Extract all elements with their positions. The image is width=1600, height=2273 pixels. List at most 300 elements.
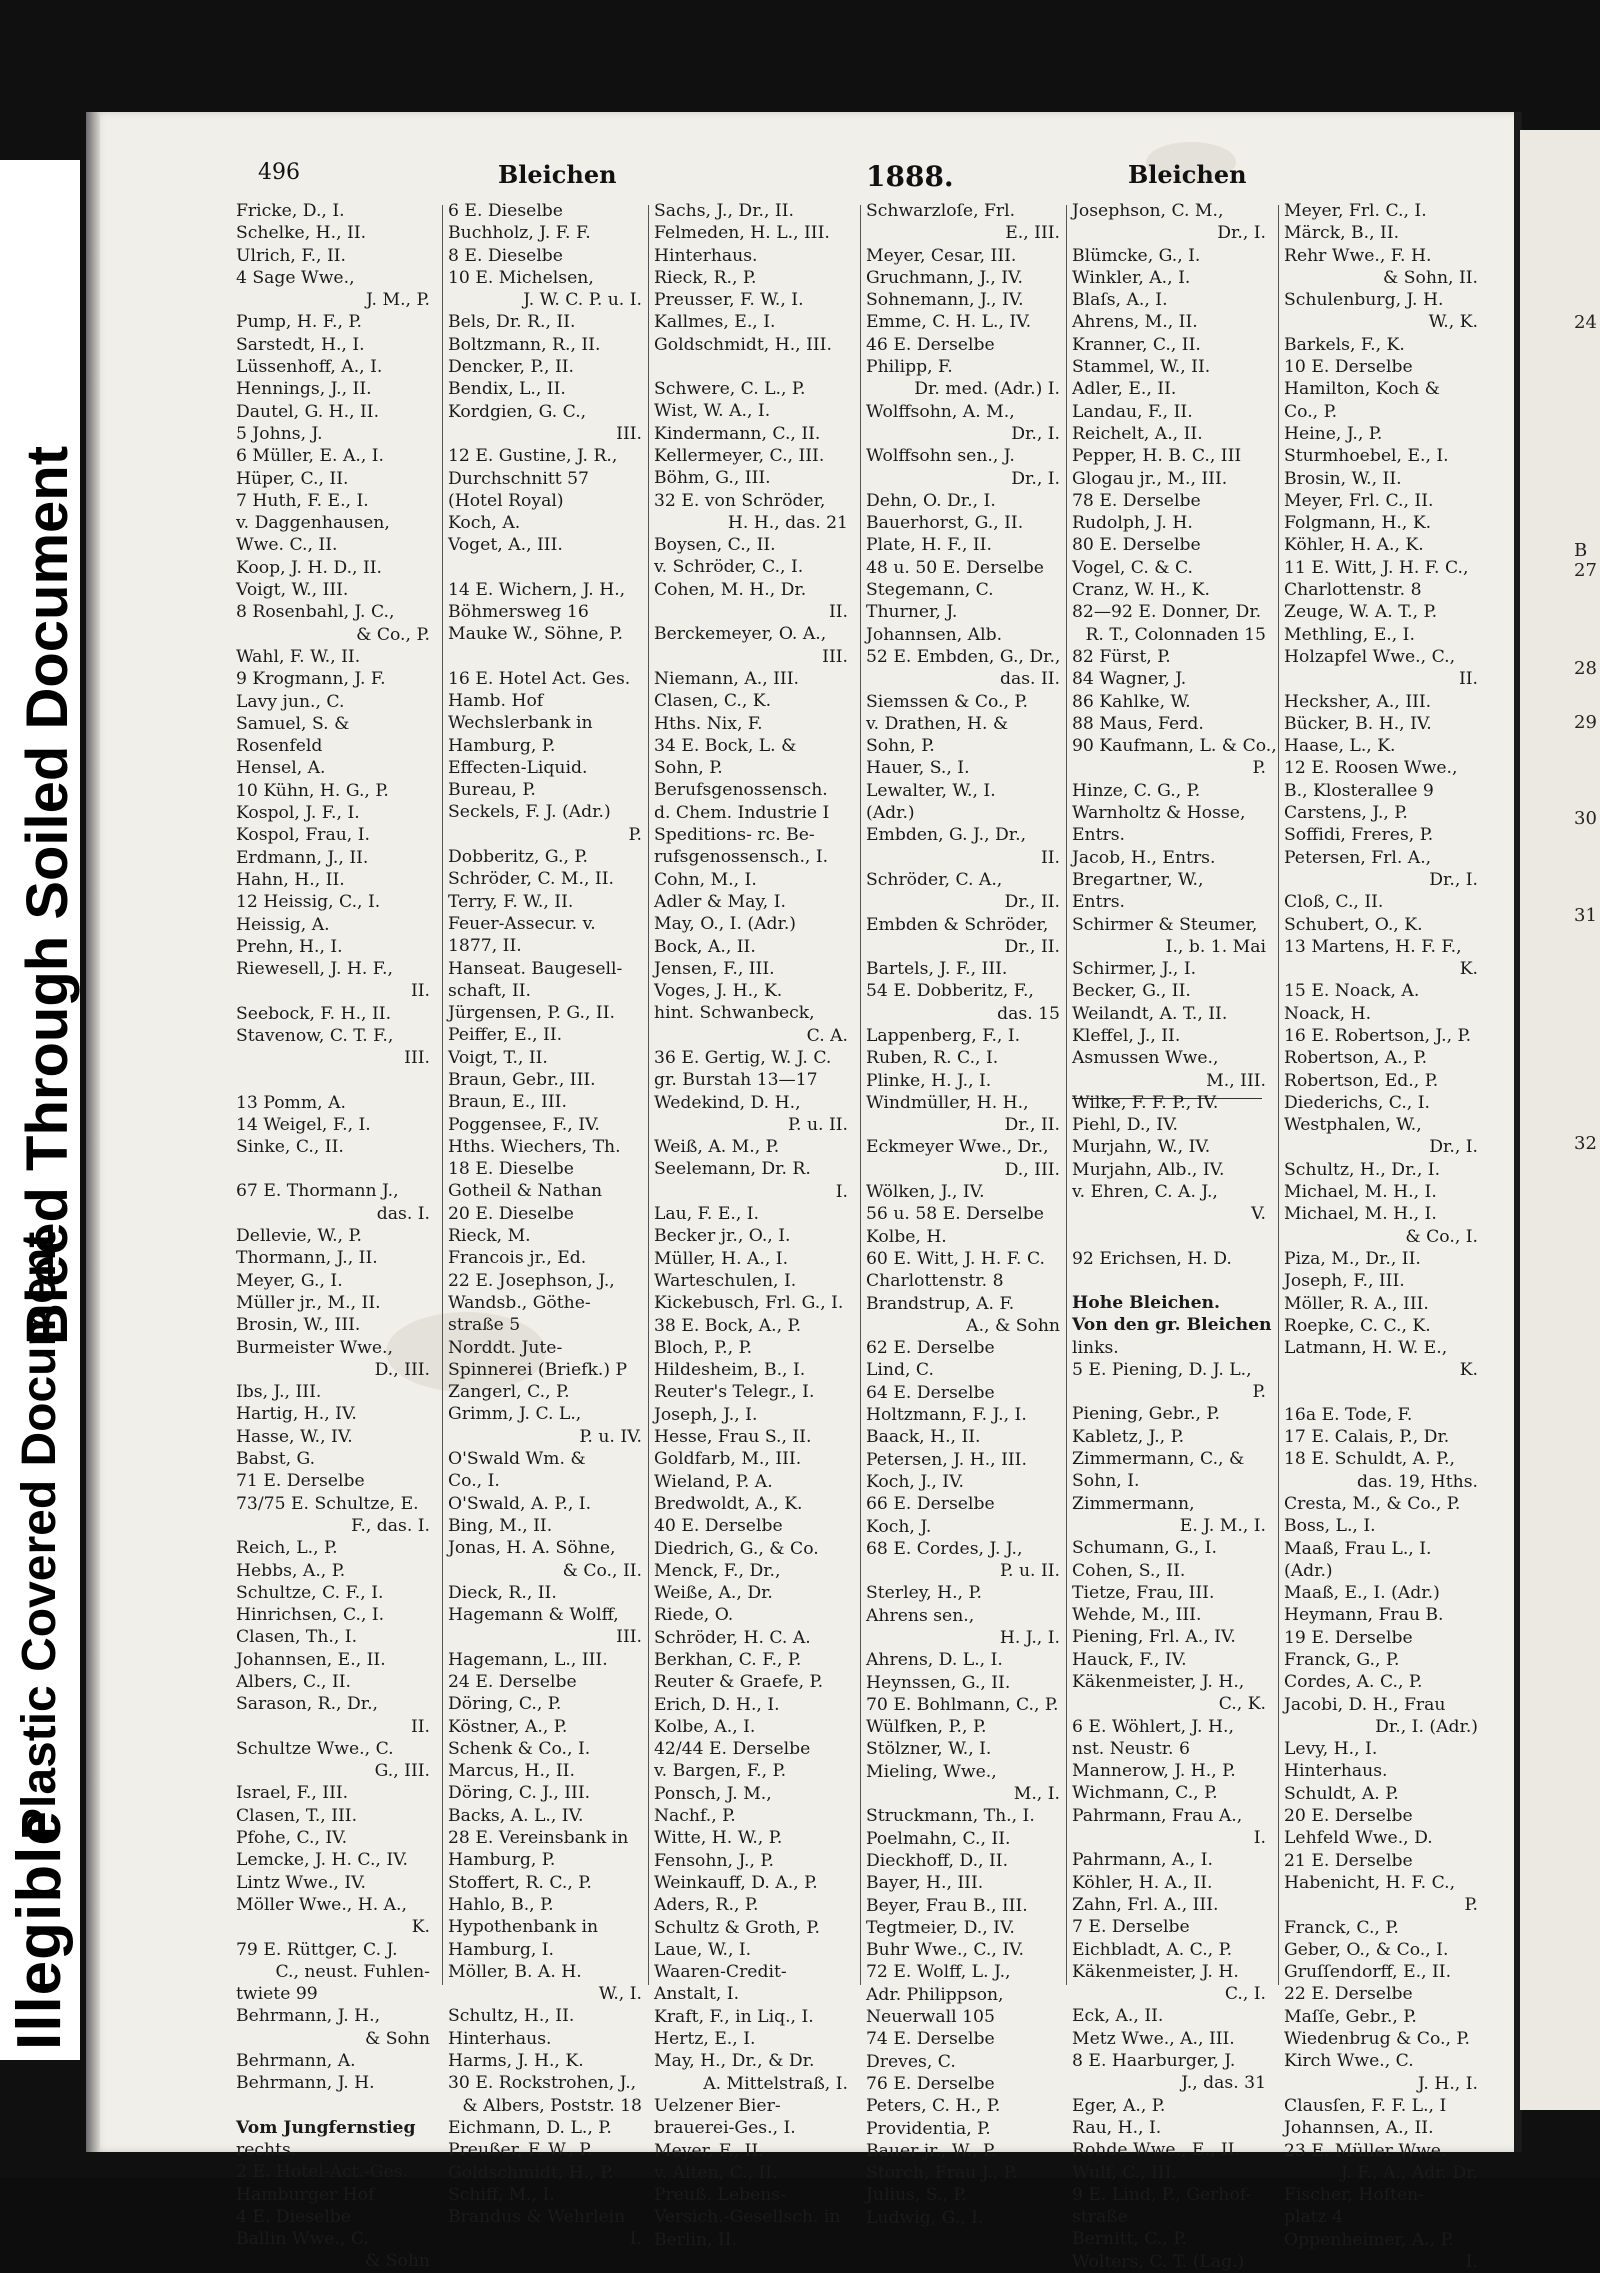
directory-entry-line: Siemssen & Co., P. xyxy=(866,691,1028,712)
directory-entry-line: Schultze, C. F., I. xyxy=(236,1582,384,1603)
directory-entry-line: 42/44 E. Derselbe xyxy=(654,1739,811,1760)
directory-entry-line: Sohn, P. xyxy=(654,758,723,779)
directory-entry-line: Eck, A., II. xyxy=(1072,2006,1164,2027)
directory-entry-line: II. xyxy=(1458,669,1478,690)
directory-entry-line: Heine, J., P. xyxy=(1284,423,1383,444)
directory-entry-line: Dieckhoff, D., II. xyxy=(866,1850,1009,1871)
directory-entry-line: Clasen, C., K. xyxy=(654,691,772,712)
directory-entry-line: Pfohe, C., IV. xyxy=(236,1828,348,1849)
directory-entry-line: Lau, F. E., I. xyxy=(654,1204,760,1225)
directory-entry-line xyxy=(1284,1382,1484,1404)
directory-entry-line: II. xyxy=(410,981,430,1002)
directory-entry-line xyxy=(236,1158,436,1180)
directory-entry-line: Hamilton, Koch & xyxy=(1284,379,1440,400)
directory-entry-line: 38 E. Bock, A., P. xyxy=(654,1315,802,1336)
directory-entry-line: Schultz, H., II. xyxy=(448,2006,575,2027)
directory-entry-line: Becker, G., II. xyxy=(1072,981,1191,1002)
directory-entry-line: Zangerl, C., P. xyxy=(448,1382,570,1403)
directory-entry-line: Rehr Wwe., F. H. xyxy=(1284,245,1432,266)
directory-entry-line: Schumann, G., I. xyxy=(1072,1538,1217,1559)
directory-entry-line: J. H., I. xyxy=(1417,2073,1478,2094)
directory-entry-line: D., III. xyxy=(1004,1159,1060,1180)
directory-entry-line: Bendix, L., II. xyxy=(448,379,566,400)
directory-entry-line: 82—92 E. Donner, Dr. xyxy=(1072,602,1262,623)
directory-entry-line: Harms, J. H., K. xyxy=(448,2051,584,2072)
directory-entry-line: 6 E. Wöhlert, J. H., xyxy=(1072,1716,1234,1737)
directory-entry-line: & Co., II. xyxy=(562,1560,642,1581)
directory-entry-line: 74 E. Derselbe xyxy=(866,2029,995,2050)
directory-entry-line: Schwarzloſe, Frl. xyxy=(866,201,1016,221)
directory-entry-line: Bloch, P., P. xyxy=(654,1337,753,1358)
directory-entry-line: Köhler, H. A., K. xyxy=(1284,535,1424,556)
directory-entry-line: Wwe. C., II. xyxy=(236,535,338,556)
directory-entry-line: Glogau jr., M., III. xyxy=(1072,468,1228,489)
directory-entry-line: Voigt, T., II. xyxy=(448,1047,548,1068)
directory-entry-line: Neuerwall 105 xyxy=(866,2007,995,2028)
directory-entry-line: III. xyxy=(616,423,642,444)
directory-entry-line: Thurner, J. xyxy=(866,602,958,623)
directory-entry-line: d. Chem. Industrie I xyxy=(654,802,830,823)
directory-entry-line: Ruben, R. C., I. xyxy=(866,1048,999,1069)
directory-entry-line: Boss, L., I. xyxy=(1284,1516,1376,1537)
directory-entry-line: Zeuge, W. A. T., P. xyxy=(1284,602,1438,623)
directory-entry-line: C., neust. Fuhlen- xyxy=(275,1961,430,1982)
directory-entry-line: & Sohn, II. xyxy=(1383,267,1478,288)
directory-entry-line: 32 E. von Schröder, xyxy=(654,490,826,511)
directory-entry-line: Dr. med. (Adr.) I. xyxy=(914,379,1060,400)
directory-entry-line: v. Drathen, H. & xyxy=(866,713,1009,734)
directory-entry-line: Roepke, C. C., K. xyxy=(1284,1315,1431,1336)
directory-entry-line: Spinnerei (Briefk.) P xyxy=(448,1359,628,1380)
directory-entry-line: Möller Wwe., H. A., xyxy=(236,1894,407,1915)
directory-entry-line: Hinrichsen, C., I. xyxy=(236,1605,385,1626)
directory-entry-line: Hinze, C. G., P. xyxy=(1072,780,1201,801)
directory-entry-line: Pump, H. F., P. xyxy=(236,312,362,333)
directory-entry-line: Braun, Gebr., III. xyxy=(448,1069,596,1090)
directory-entry-line: Gotheil & Nathan xyxy=(448,1181,603,1202)
directory-entry-line: v. Alten, C., II. xyxy=(654,2162,778,2183)
directory-entry-line: & Co., P. xyxy=(356,624,430,645)
directory-entry-line: 40 E. Derselbe xyxy=(654,1516,783,1537)
directory-entry-line: Wolffsohn sen., J. xyxy=(866,446,1015,467)
directory-entry-line: Hamburg, P. xyxy=(448,735,556,756)
directory-entry-line: Preusser, F. W., I. xyxy=(654,290,804,311)
directory-entry-line: Niemann, A., III. xyxy=(654,668,799,689)
directory-entry-line: Hecksher, A., III. xyxy=(1284,691,1432,712)
directory-entry-line: 48 u. 50 E. Derselbe xyxy=(866,557,1044,578)
directory-entry-line: Barkels, F., K. xyxy=(1284,334,1405,355)
directory-entry-line: 64 E. Derselbe xyxy=(866,1382,995,1403)
directory-entry-line: Adr. Philippson, xyxy=(866,1984,1004,2005)
directory-entry-line: Lewalter, W., I. xyxy=(866,780,996,801)
directory-entry-line: Weilandt, A. T., II. xyxy=(1072,1003,1228,1024)
directory-entry-line: Cohn, M., I. xyxy=(654,869,757,890)
directory-entry-line: Köhler, H. A., II. xyxy=(1072,1872,1213,1893)
directory-entry-line: Providentia, P. xyxy=(866,2118,991,2139)
directory-entry-line: 8 Rosenbahl, J. C., xyxy=(236,602,395,623)
directory-entry-line: W., I. xyxy=(598,1984,642,2005)
directory-entry-line: schaft, II. xyxy=(448,980,532,1001)
directory-entry-line: 17 E. Calais, P., Dr. xyxy=(1284,1427,1450,1448)
directory-entry-line: Hths. Wiechers, Th. xyxy=(448,1136,621,1157)
directory-entry-line: platz 4 xyxy=(1284,2207,1344,2228)
directory-entry-line: Mieling, Wwe., xyxy=(866,1761,997,1782)
directory-entry-line: Wolters, C. T. (Lag.) xyxy=(1072,2251,1245,2272)
directory-entry-line: Franck, C., P. xyxy=(1284,1917,1399,1938)
directory-entry-line: Gruchmann, J., IV. xyxy=(866,267,1023,288)
directory-entry-line: Johannsen, E., II. xyxy=(236,1649,386,1670)
directory-entry-line: 67 E. Thormann J., xyxy=(236,1181,399,1202)
directory-entry-line: 92 Erichsen, H. D. xyxy=(1072,1248,1232,1269)
stamp-bleed-through: Bleed Through Soiled Document xyxy=(15,445,80,1345)
directory-entry-line: B., Klosterallee 9 xyxy=(1284,780,1434,801)
directory-entry-line: O'Swald Wm. & xyxy=(448,1449,586,1470)
directory-entry-line: Hinterhaus. xyxy=(1284,1761,1388,1782)
directory-entry-line: Kleffel, J., II. xyxy=(1072,1025,1181,1046)
directory-entry-line: Durchschnitt 57 xyxy=(448,468,589,489)
directory-entry-line: Eichbladt, A. C., P. xyxy=(1072,1939,1233,1960)
directory-entry-line: Dellevie, W., P. xyxy=(236,1226,363,1247)
directory-entry-line: Lüssenhoff, A., I. xyxy=(236,357,383,378)
directory-entry-line: Wedekind, D. H., xyxy=(654,1092,801,1113)
directory-entry-line: 7 E. Derselbe xyxy=(1072,1917,1190,1938)
directory-entry-line: Metz Wwe., A., III. xyxy=(1072,2028,1235,2049)
directory-entry-line: Cloß, C., II. xyxy=(1284,892,1384,913)
directory-entry-line: A. Mittelstraß, I. xyxy=(703,2073,848,2094)
directory-entry-line: Jürgensen, P. G., II. xyxy=(448,1003,615,1024)
directory-entry-line: Sterley, H., P. xyxy=(866,1583,983,1604)
directory-entry-line: 21 E. Derselbe xyxy=(1284,1850,1413,1871)
directory-entry-line: Ibs, J., III. xyxy=(236,1382,322,1403)
directory-entry-line: Böhmersweg 16 xyxy=(448,602,589,623)
directory-entry-line: Schultz & Groth, P. xyxy=(654,1917,820,1938)
directory-entry-line: Cohen, M. H., Dr. xyxy=(654,579,807,600)
directory-entry-line: Hüper, C., II. xyxy=(236,468,349,489)
directory-entry-line: Aders, R., P. xyxy=(654,1895,759,1916)
directory-entry-line: Seebock, F. H., II. xyxy=(236,1003,392,1024)
directory-entry-line: straße xyxy=(1072,2207,1128,2228)
directory-entry-line: Dautel, G. H., II. xyxy=(236,401,380,422)
directory-entry-line: May, H., Dr., & Dr. xyxy=(654,2051,815,2072)
directory-entry-line: Piening, Gebr., P. xyxy=(1072,1404,1220,1425)
directory-entry-line: Entrs. xyxy=(1072,892,1126,913)
directory-entry-line: Michael, M. H., I. xyxy=(1284,1204,1437,1225)
directory-entry-line: 24 E. Derselbe xyxy=(448,1672,577,1692)
directory-entry-line: Hohe Bleichen. xyxy=(1072,1292,1221,1313)
directory-entry-line: Speditions- rc. Be- xyxy=(654,825,815,846)
directory-entry-line: J. F., A., Adr. Dr. xyxy=(1340,2162,1478,2183)
directory-entry-line: II. xyxy=(410,1716,430,1737)
directory-entry-line: 10 E. Michelsen, xyxy=(448,267,594,288)
directory-entry-line: 78 E. Derselbe xyxy=(1072,490,1201,511)
directory-entry-line: Jacobi, D. H., Frau xyxy=(1284,1694,1446,1715)
directory-entry-line: M., III. xyxy=(1206,1070,1266,1091)
directory-entry-line: K. xyxy=(1459,1360,1478,1381)
directory-entry-line: links. xyxy=(1072,1337,1119,1358)
directory-entry-line xyxy=(1072,1270,1272,1292)
directory-entry-line: Diedrich, G., & Co. xyxy=(654,1538,819,1559)
directory-entry-line: Wandsb., Göthe- xyxy=(448,1292,591,1313)
directory-entry-line: Meyer, Cesar, III. xyxy=(866,245,1017,266)
directory-entry-line: 68 E. Cordes, J. J., xyxy=(866,1538,1023,1559)
directory-entry-line: 28 E. Vereinsbank in xyxy=(448,1828,629,1849)
directory-entry-line: Erdmann, J., II. xyxy=(236,847,369,868)
directory-column-4 xyxy=(866,200,1066,2228)
directory-entry-line: Müller jr., M., II. xyxy=(236,1292,381,1313)
directory-entry-line xyxy=(448,646,648,668)
directory-entry-line: 22 E. Derselbe xyxy=(1284,1984,1413,2005)
directory-entry-line: 14 E. Wichern, J. H., xyxy=(448,579,626,600)
directory-entry-line xyxy=(236,2095,436,2117)
directory-entry-line: Behrmann, J. H., xyxy=(236,2006,381,2027)
directory-entry-line: Blaſs, A., I. xyxy=(1072,290,1168,311)
directory-entry-line: & Co., I. xyxy=(1405,1226,1478,1247)
directory-entry-line: 22 E. Josephson, J., xyxy=(448,1270,615,1291)
directory-entry-line: Burmeister Wwe., xyxy=(236,1337,393,1358)
directory-column-5 xyxy=(1072,200,1277,2272)
directory-entry-line: Hamb. Hof xyxy=(448,690,544,711)
directory-entry-line: Eichmann, D. L., P. xyxy=(448,2117,612,2138)
directory-entry-line: Geber, O., & Co., I. xyxy=(1284,1939,1449,1960)
directory-entry-line: J., das. 31 xyxy=(1181,2073,1266,2094)
directory-entry-line: Johannsen, A., II. xyxy=(1284,2118,1434,2139)
directory-entry-line: Tietze, Frau, III. xyxy=(1072,1582,1215,1603)
directory-entry-line: Plate, H. F., II. xyxy=(866,535,992,556)
directory-entry-line: Murjahn, Alb., IV. xyxy=(1072,1159,1225,1180)
directory-entry-line: Hamburger Hof xyxy=(236,2184,375,2205)
directory-entry-line: P. xyxy=(1252,758,1266,779)
directory-entry-line: Kabletz, J., P. xyxy=(1072,1426,1185,1447)
directory-entry-line: Schenk & Co., I. xyxy=(448,1738,591,1759)
directory-entry-line xyxy=(1072,1226,1272,1248)
directory-entry-line: Goldschmidt, H., III. xyxy=(654,334,832,355)
directory-entry-line: F., das. I. xyxy=(351,1515,430,1536)
directory-entry-line: Charlottenstr. 8 xyxy=(1284,580,1422,601)
directory-entry-line: Schwere, C. L., P. xyxy=(654,379,806,400)
directory-entry-line: Hamburg, I. xyxy=(448,1939,555,1960)
directory-entry-line: rufsgenossensch., I. xyxy=(654,847,829,868)
directory-entry-line: Schiff, M., I. xyxy=(448,2184,555,2205)
directory-entry-line: Stegemann, C. xyxy=(866,580,994,601)
directory-entry-line: Lintz Wwe., IV. xyxy=(236,1872,367,1893)
page-binding-edge xyxy=(86,112,100,2152)
directory-entry-line: Embden, G. J., Dr., xyxy=(866,825,1027,846)
directory-entry-line: Clausſen, F. F. L., I xyxy=(1284,2095,1447,2116)
directory-entry-line: Schultze Wwe., C. xyxy=(236,1738,394,1759)
directory-entry-line: 56 u. 58 E. Derselbe xyxy=(866,1204,1044,1225)
stamp-plastic-covered: Plastic Covered Document xyxy=(13,1231,66,1840)
directory-entry-line: 54 E. Dobberitz, F., xyxy=(866,981,1034,1002)
directory-entry-line: 9 Krogmann, J. F. xyxy=(236,669,386,690)
directory-entry-line: Hinterhaus. xyxy=(654,245,758,266)
directory-entry-line: Rohde Wwe., E., II. xyxy=(1072,2140,1240,2161)
directory-entry-line: Pepper, H. B. C., III xyxy=(1072,446,1242,467)
directory-entry-line: Goldschmidt, H., P. xyxy=(448,2162,614,2183)
directory-entry-line: 6 Müller, E. A., I. xyxy=(236,446,385,467)
directory-entry-line: 19 E. Derselbe xyxy=(1284,1627,1413,1648)
directory-entry-line: Müller, H. A., I. xyxy=(654,1248,789,1269)
directory-entry-line: Versich.-Gesellsch. in xyxy=(654,2207,841,2228)
directory-entry-line: & Sohn xyxy=(364,2028,430,2049)
directory-entry-line: 12 Heissig, C., I. xyxy=(236,892,381,913)
directory-entry-line: Käkenmeister, J. H. xyxy=(1072,1961,1239,1982)
directory-columns xyxy=(236,200,1498,2273)
directory-entry-line: 76 E. Derselbe xyxy=(866,2073,995,2094)
directory-entry-line: Vogel, C. & C. xyxy=(1072,557,1194,578)
directory-entry-line: Plinke, H. J., I. xyxy=(866,1070,992,1091)
directory-entry-line: E. J. M., I. xyxy=(1179,1515,1266,1536)
directory-entry-line: K. xyxy=(1459,959,1478,980)
directory-entry-line: Wichmann, C., P. xyxy=(1072,1783,1218,1804)
directory-entry-line: Dr., I. xyxy=(1011,468,1060,489)
directory-entry-line: Piehl, D., IV. xyxy=(1072,1115,1178,1136)
directory-entry-line: Poggensee, F., IV. xyxy=(448,1114,600,1135)
directory-entry-line: Wist, W. A., I. xyxy=(654,401,771,422)
directory-entry-line: P. u. II. xyxy=(999,1561,1060,1582)
right-page-fragment: 27 xyxy=(1574,560,1597,581)
directory-entry-line: 30 E. Rockstrohen, J., xyxy=(448,2073,637,2094)
directory-entry-line: Schultz, H., Dr., I. xyxy=(1284,1159,1441,1180)
directory-entry-line: 16a E. Tode, F. xyxy=(1284,1404,1413,1425)
directory-entry-line: Westphalen, W., xyxy=(1284,1115,1422,1136)
directory-entry-line: Rau, H., I. xyxy=(1072,2117,1162,2138)
directory-entry-line: Dr., II. xyxy=(1004,1115,1060,1136)
directory-entry-line: 1877, II. xyxy=(448,936,522,957)
directory-entry-line: Holzapfel Wwe., C., xyxy=(1284,646,1456,667)
directory-entry-line: Rieck, R., P. xyxy=(654,267,757,288)
directory-entry-line: Wahl, F. W., II. xyxy=(236,646,361,667)
directory-entry-line: Kindermann, C., II. xyxy=(654,423,821,444)
directory-entry-line: Riede, O. xyxy=(654,1605,734,1626)
directory-entry-line: Adler, E., II. xyxy=(1072,379,1177,400)
directory-entry-line: V. xyxy=(1251,1204,1266,1225)
right-page-fragment: 24 xyxy=(1574,312,1597,333)
directory-entry-line: III. xyxy=(822,646,848,667)
directory-entry-line: II. xyxy=(1040,847,1060,868)
directory-entry-line: Stavenow, C. T. F., xyxy=(236,1025,394,1046)
directory-entry-line: Heymann, Frau B. xyxy=(1284,1605,1444,1626)
running-head-year: 1888. xyxy=(866,160,954,193)
directory-entry-line: Dreves, C. xyxy=(866,2051,956,2072)
directory-entry-line: Stölzner, W., I. xyxy=(866,1739,992,1760)
directory-entry-line: 9 E. Lind, P., Gerhof- xyxy=(1072,2184,1252,2205)
directory-entry-line: (Adr.) xyxy=(1284,1560,1333,1581)
directory-entry-line: Buhr Wwe., C., IV. xyxy=(866,1940,1024,1961)
directory-entry-line: Latmann, H. W. E., xyxy=(1284,1338,1448,1359)
right-page-fragment: 28 xyxy=(1574,658,1597,679)
directory-entry-line: Josephson, C. M., xyxy=(1072,201,1224,221)
directory-entry-line: Sarason, R., Dr., xyxy=(236,1694,379,1715)
directory-entry-line: twiete 99 xyxy=(236,1984,318,2005)
directory-entry-line: May, O., I. (Adr.) xyxy=(654,914,797,935)
directory-entry-line: E., III. xyxy=(1005,223,1060,244)
directory-entry-line: Hensel, A. xyxy=(236,758,326,779)
directory-entry-line: Reuter & Graefe, P. xyxy=(654,1672,824,1693)
directory-entry-line: Weinkauff, D. A., P. xyxy=(654,1872,818,1893)
directory-entry-line: Seckels, F. J. (Adr.) xyxy=(448,802,611,823)
directory-entry-line: Hagemann, L., III. xyxy=(448,1649,608,1670)
directory-entry-line: Hesse, Frau S., II. xyxy=(654,1427,812,1448)
directory-entry-line: Blümcke, G., I. xyxy=(1072,245,1201,266)
directory-entry-line: Jacob, H., Entrs. xyxy=(1072,847,1216,868)
directory-entry-line: 60 E. Witt, J. H. F. C. xyxy=(866,1248,1045,1269)
directory-entry-line: Preußer, F. W., P. xyxy=(448,2140,593,2161)
directory-entry-line: Soffidi, Freres, P. xyxy=(1284,825,1434,846)
directory-entry-line xyxy=(654,356,854,378)
directory-entry-line: Lappenberg, F., I. xyxy=(866,1025,1021,1046)
directory-entry-line: Diederichs, C., I. xyxy=(1284,1092,1430,1113)
directory-entry-line: Pahrmann, Frau A., xyxy=(1072,1805,1243,1826)
directory-entry-line: das. I. xyxy=(376,1203,430,1224)
directory-entry-line: 14 Weigel, F., I. xyxy=(236,1114,371,1135)
directory-entry-line: Dr., I. xyxy=(1429,1137,1478,1158)
directory-entry-line: Struckmann, Th., I. xyxy=(866,1806,1035,1827)
directory-entry-line: Warteschulen, I. xyxy=(654,1270,797,1291)
directory-entry-line: Koch, J., IV. xyxy=(866,1471,964,1492)
directory-entry-line: Jensen, F., III. xyxy=(654,958,775,979)
directory-entry-line: Hasse, W., IV. xyxy=(236,1426,353,1447)
directory-entry-line: brauerei-Ges., I. xyxy=(654,2118,796,2139)
directory-entry-line: Meyer, G., I. xyxy=(236,1270,343,1291)
directory-entry-line: v. Bargen, F., P. xyxy=(654,1761,787,1782)
directory-entry-line: Hagemann & Wolff, xyxy=(448,1605,619,1626)
directory-entry-line: Ballin Wwe., C. xyxy=(236,2229,369,2250)
directory-entry-line: 5 Johns, J. xyxy=(236,423,323,444)
directory-entry-line: Cresta, M., & Co., P. xyxy=(1284,1493,1461,1514)
directory-entry-line: 73/75 E. Schultze, E. xyxy=(236,1493,419,1514)
directory-entry-line: Bredwoldt, A., K. xyxy=(654,1493,803,1514)
stamp-strip xyxy=(0,160,80,2060)
directory-entry-line: Poelmahn, C., II. xyxy=(866,1828,1011,1849)
directory-entry-line: Erich, D. H., I. xyxy=(654,1694,780,1715)
directory-entry-line: Kickebusch, Frl. G., I. xyxy=(654,1293,844,1314)
directory-entry-line: Co., P. xyxy=(1284,401,1338,422)
directory-entry-line: Uelzener Bier- xyxy=(654,2095,781,2116)
directory-entry-line: 23 E. Müller Wwe. xyxy=(1284,2140,1447,2161)
directory-entry-line: Stoffert, R. C., P. xyxy=(448,1872,592,1893)
directory-entry-line: Dehn, O. Dr., I. xyxy=(866,490,996,511)
directory-entry-line: Kospol, J. F., I. xyxy=(236,803,360,824)
directory-entry-line: Weiße, A., Dr. xyxy=(654,1583,773,1604)
directory-entry-line: Meyer, Frl. C., I. xyxy=(1284,201,1427,221)
directory-entry-line: Ulrich, F., II. xyxy=(236,245,346,266)
directory-entry-line: Heynssen, G., II. xyxy=(866,1672,1011,1693)
directory-entry-line: Piening, Frl. A., IV. xyxy=(1072,1627,1236,1648)
directory-entry-line: Wechslerbank in xyxy=(448,713,593,734)
directory-entry-line: Julius, S., P. xyxy=(866,2185,967,2206)
directory-entry-line: P. u. II. xyxy=(787,1114,848,1135)
directory-entry-line: Schulenburg, J. H. xyxy=(1284,290,1444,311)
directory-entry-line: Brandus & Wehrlein xyxy=(448,2207,626,2228)
directory-entry-line: Kranner, C., II. xyxy=(1072,334,1201,355)
directory-entry-line: 16 E. Robertson, J., P. xyxy=(1284,1025,1472,1046)
directory-entry-line: 10 E. Derselbe xyxy=(1284,357,1413,378)
directory-entry-line: Asmussen Wwe., xyxy=(1072,1048,1219,1069)
directory-entry-line: Von den gr. Bleichen xyxy=(1072,1315,1272,1336)
directory-entry-line: Zimmermann, C., & xyxy=(1072,1449,1245,1470)
directory-entry-line: Cohen, S., II. xyxy=(1072,1560,1186,1581)
directory-entry-line: Riewesell, J. H. F., xyxy=(236,959,393,980)
directory-entry-line: Bayer, H., III. xyxy=(866,1873,984,1894)
directory-entry-line: Prehn, H., I. xyxy=(236,936,343,957)
directory-entry-line: 86 Kahlke, W. xyxy=(1072,691,1191,712)
directory-entry-line: hint. Schwanbeck, xyxy=(654,1003,815,1024)
directory-entry-line: Baack, H., II. xyxy=(866,1427,981,1448)
directory-entry-line: Johannsen, Alb. xyxy=(866,624,1003,645)
directory-entry-line: Lind, C. xyxy=(866,1360,934,1381)
directory-entry-line: Kospol, Frau, I. xyxy=(236,825,370,846)
directory-entry-line: v. Schröder, C., I. xyxy=(654,557,804,578)
